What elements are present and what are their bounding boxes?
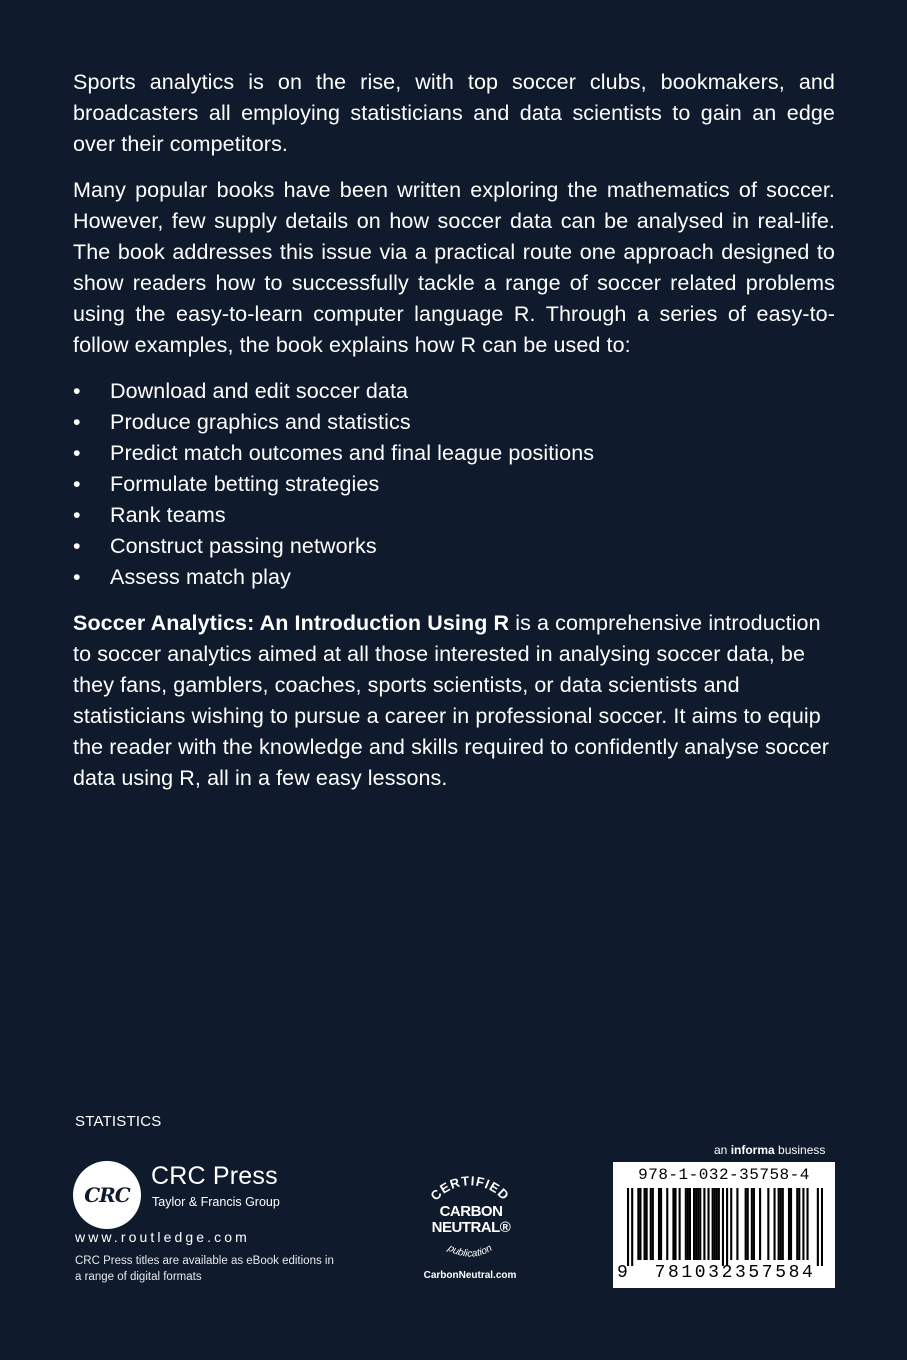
barcode-bar — [753, 1188, 755, 1260]
barcode-bar — [693, 1188, 695, 1260]
barcode-bar — [730, 1188, 732, 1260]
informa-business-line — [714, 1143, 825, 1157]
barcode-bar — [767, 1188, 769, 1260]
barcode-bar — [652, 1188, 654, 1260]
bullet-icon: • — [73, 410, 81, 434]
barcode-bar — [782, 1188, 784, 1260]
barcode-bar — [798, 1188, 800, 1260]
barcode-bar — [802, 1188, 804, 1260]
publisher-group: Taylor & Francis Group — [152, 1195, 280, 1209]
informa-brand: informa — [730, 1143, 775, 1157]
barcode-bar — [714, 1188, 716, 1260]
bullet-item — [73, 562, 835, 593]
barcode-bar — [817, 1188, 819, 1266]
ebook-availability-note: CRC Press titles are available as eBook editions in a range of digital formats — [75, 1255, 334, 1283]
isbn-lead-digit: 9 — [617, 1263, 628, 1283]
barcode-bars-icon — [627, 1188, 823, 1266]
isbn-digits: 781032357584 — [654, 1263, 816, 1283]
barcode-bar — [644, 1188, 646, 1260]
informa-suffix: business — [774, 1143, 826, 1157]
barcode-bar — [747, 1188, 749, 1260]
isbn-hyphenated: 978-1-032-35758-4 — [638, 1166, 810, 1184]
barcode-bar — [672, 1188, 674, 1260]
barcode-bar — [703, 1188, 705, 1260]
bullet-icon: • — [73, 441, 81, 465]
blurb-paragraph-2: Many popular books have been written exploring the mathematics of soccer. However, few supply details on how soccer data can be analysed in real-life. The book addresses this issue via a practical route one approach designed to show readers how to successfully tackle a range of soccer related problems using the easy-to-learn computer language R. Through a series of easy-to-follow examples, the book explains how R can be used to: — [73, 178, 835, 357]
barcode-bar — [821, 1188, 823, 1266]
barcode-bar — [674, 1188, 676, 1260]
bullet-text: Predict match outcomes and final league positions — [110, 441, 595, 465]
barcode-bar — [660, 1188, 662, 1260]
isbn-barcode — [613, 1162, 835, 1288]
bullet-item — [73, 531, 835, 562]
barcode-bar — [666, 1188, 668, 1260]
informa-prefix: an — [714, 1143, 731, 1157]
barcode-bar — [639, 1188, 641, 1260]
bullet-item — [73, 438, 835, 469]
barcode-bar — [796, 1188, 798, 1260]
carbon-certified-text: CERTIFIED — [427, 1173, 513, 1204]
bullet-item — [73, 469, 835, 500]
barcode-bar — [699, 1188, 701, 1260]
blurb-paragraph-3-text: is a comprehensive introduction to soccer analytics aimed at all those interested in analysing soccer data, be they fans, gamblers, coaches, sports scientists, or data scientists and statisticians wishing to pursue a career in professional soccer. It aims to equip the reader with the knowledge and skills required to confidently analyse soccer data using R, all in a few easy lessons. — [73, 611, 830, 790]
bullet-icon: • — [73, 565, 81, 589]
barcode-bar — [646, 1188, 648, 1260]
barcode-bar — [778, 1188, 780, 1260]
bullet-icon: • — [73, 503, 81, 527]
carbon-publication-text: publication — [445, 1242, 495, 1260]
bullet-text: Produce graphics and statistics — [110, 410, 411, 434]
skills-bullet-list — [73, 376, 835, 593]
barcode-bar — [627, 1188, 629, 1266]
barcode-bar — [716, 1188, 718, 1260]
barcode-bar — [751, 1188, 753, 1260]
publisher-website: www.routledge.com — [75, 1229, 250, 1245]
bullet-text: Assess match play — [110, 565, 291, 589]
barcode-bar — [637, 1188, 639, 1260]
barcode-bar — [687, 1188, 689, 1260]
barcode-bar — [658, 1188, 660, 1260]
barcode-bar — [712, 1188, 714, 1260]
carbon-neutral-badge — [405, 1170, 535, 1290]
bullet-text: Rank teams — [110, 503, 226, 527]
barcode-bar — [736, 1188, 738, 1260]
barcode-bar — [726, 1188, 728, 1266]
bullet-text: Construct passing networks — [110, 534, 377, 558]
barcode-bar — [689, 1188, 691, 1260]
barcode-bar — [745, 1188, 747, 1260]
carbon-main-line-1: CARBON — [439, 1203, 503, 1220]
barcode-bar — [806, 1188, 808, 1260]
blurb-paragraph-1: Sports analytics is on the rise, with top soccer clubs, bookmakers, and broadcasters all employing statisticians and data scientists to gain an edge over their competitors. — [73, 70, 835, 156]
crc-logo-text: CRC — [84, 1183, 130, 1207]
barcode-bar — [788, 1188, 790, 1260]
barcode-bar — [773, 1188, 775, 1260]
barcode-bar — [697, 1188, 699, 1260]
publisher-name: CRC Press — [151, 1162, 278, 1190]
bullet-icon: • — [73, 472, 81, 496]
barcode-bar — [650, 1188, 652, 1260]
bullet-item — [73, 407, 835, 438]
svg-text:publication — [445, 1242, 495, 1259]
subject-category: STATISTICS — [75, 1113, 162, 1130]
barcode-bar — [679, 1188, 681, 1260]
bullet-icon: • — [73, 534, 81, 558]
bullet-text: Download and edit soccer data — [110, 379, 409, 403]
barcode-bar — [790, 1188, 792, 1260]
carbon-main-line-2: NEUTRAL® — [431, 1219, 511, 1236]
carbon-neutral-site: CarbonNeutral.com — [423, 1270, 517, 1281]
svg-text:CERTIFIED — [427, 1173, 512, 1203]
blurb-paragraph-3 — [73, 608, 835, 794]
bullet-icon: • — [73, 379, 81, 403]
bullet-text: Formulate betting strategies — [110, 472, 380, 496]
barcode-bar — [759, 1188, 761, 1260]
barcode-bar — [685, 1188, 687, 1260]
barcode-bar — [780, 1188, 782, 1260]
barcode-bar — [722, 1188, 724, 1266]
crc-logo-icon — [73, 1161, 141, 1229]
barcode-bar — [718, 1188, 720, 1260]
barcode-bar — [695, 1188, 697, 1260]
back-cover-blurb — [73, 67, 835, 809]
barcode-bar — [631, 1188, 633, 1266]
barcode-bar — [707, 1188, 709, 1260]
carbon-neutral-mark — [419, 1204, 523, 1236]
bullet-item — [73, 500, 835, 531]
bullet-item — [73, 376, 835, 407]
book-title-inline: Soccer Analytics: An Introduction Using R — [73, 611, 510, 635]
